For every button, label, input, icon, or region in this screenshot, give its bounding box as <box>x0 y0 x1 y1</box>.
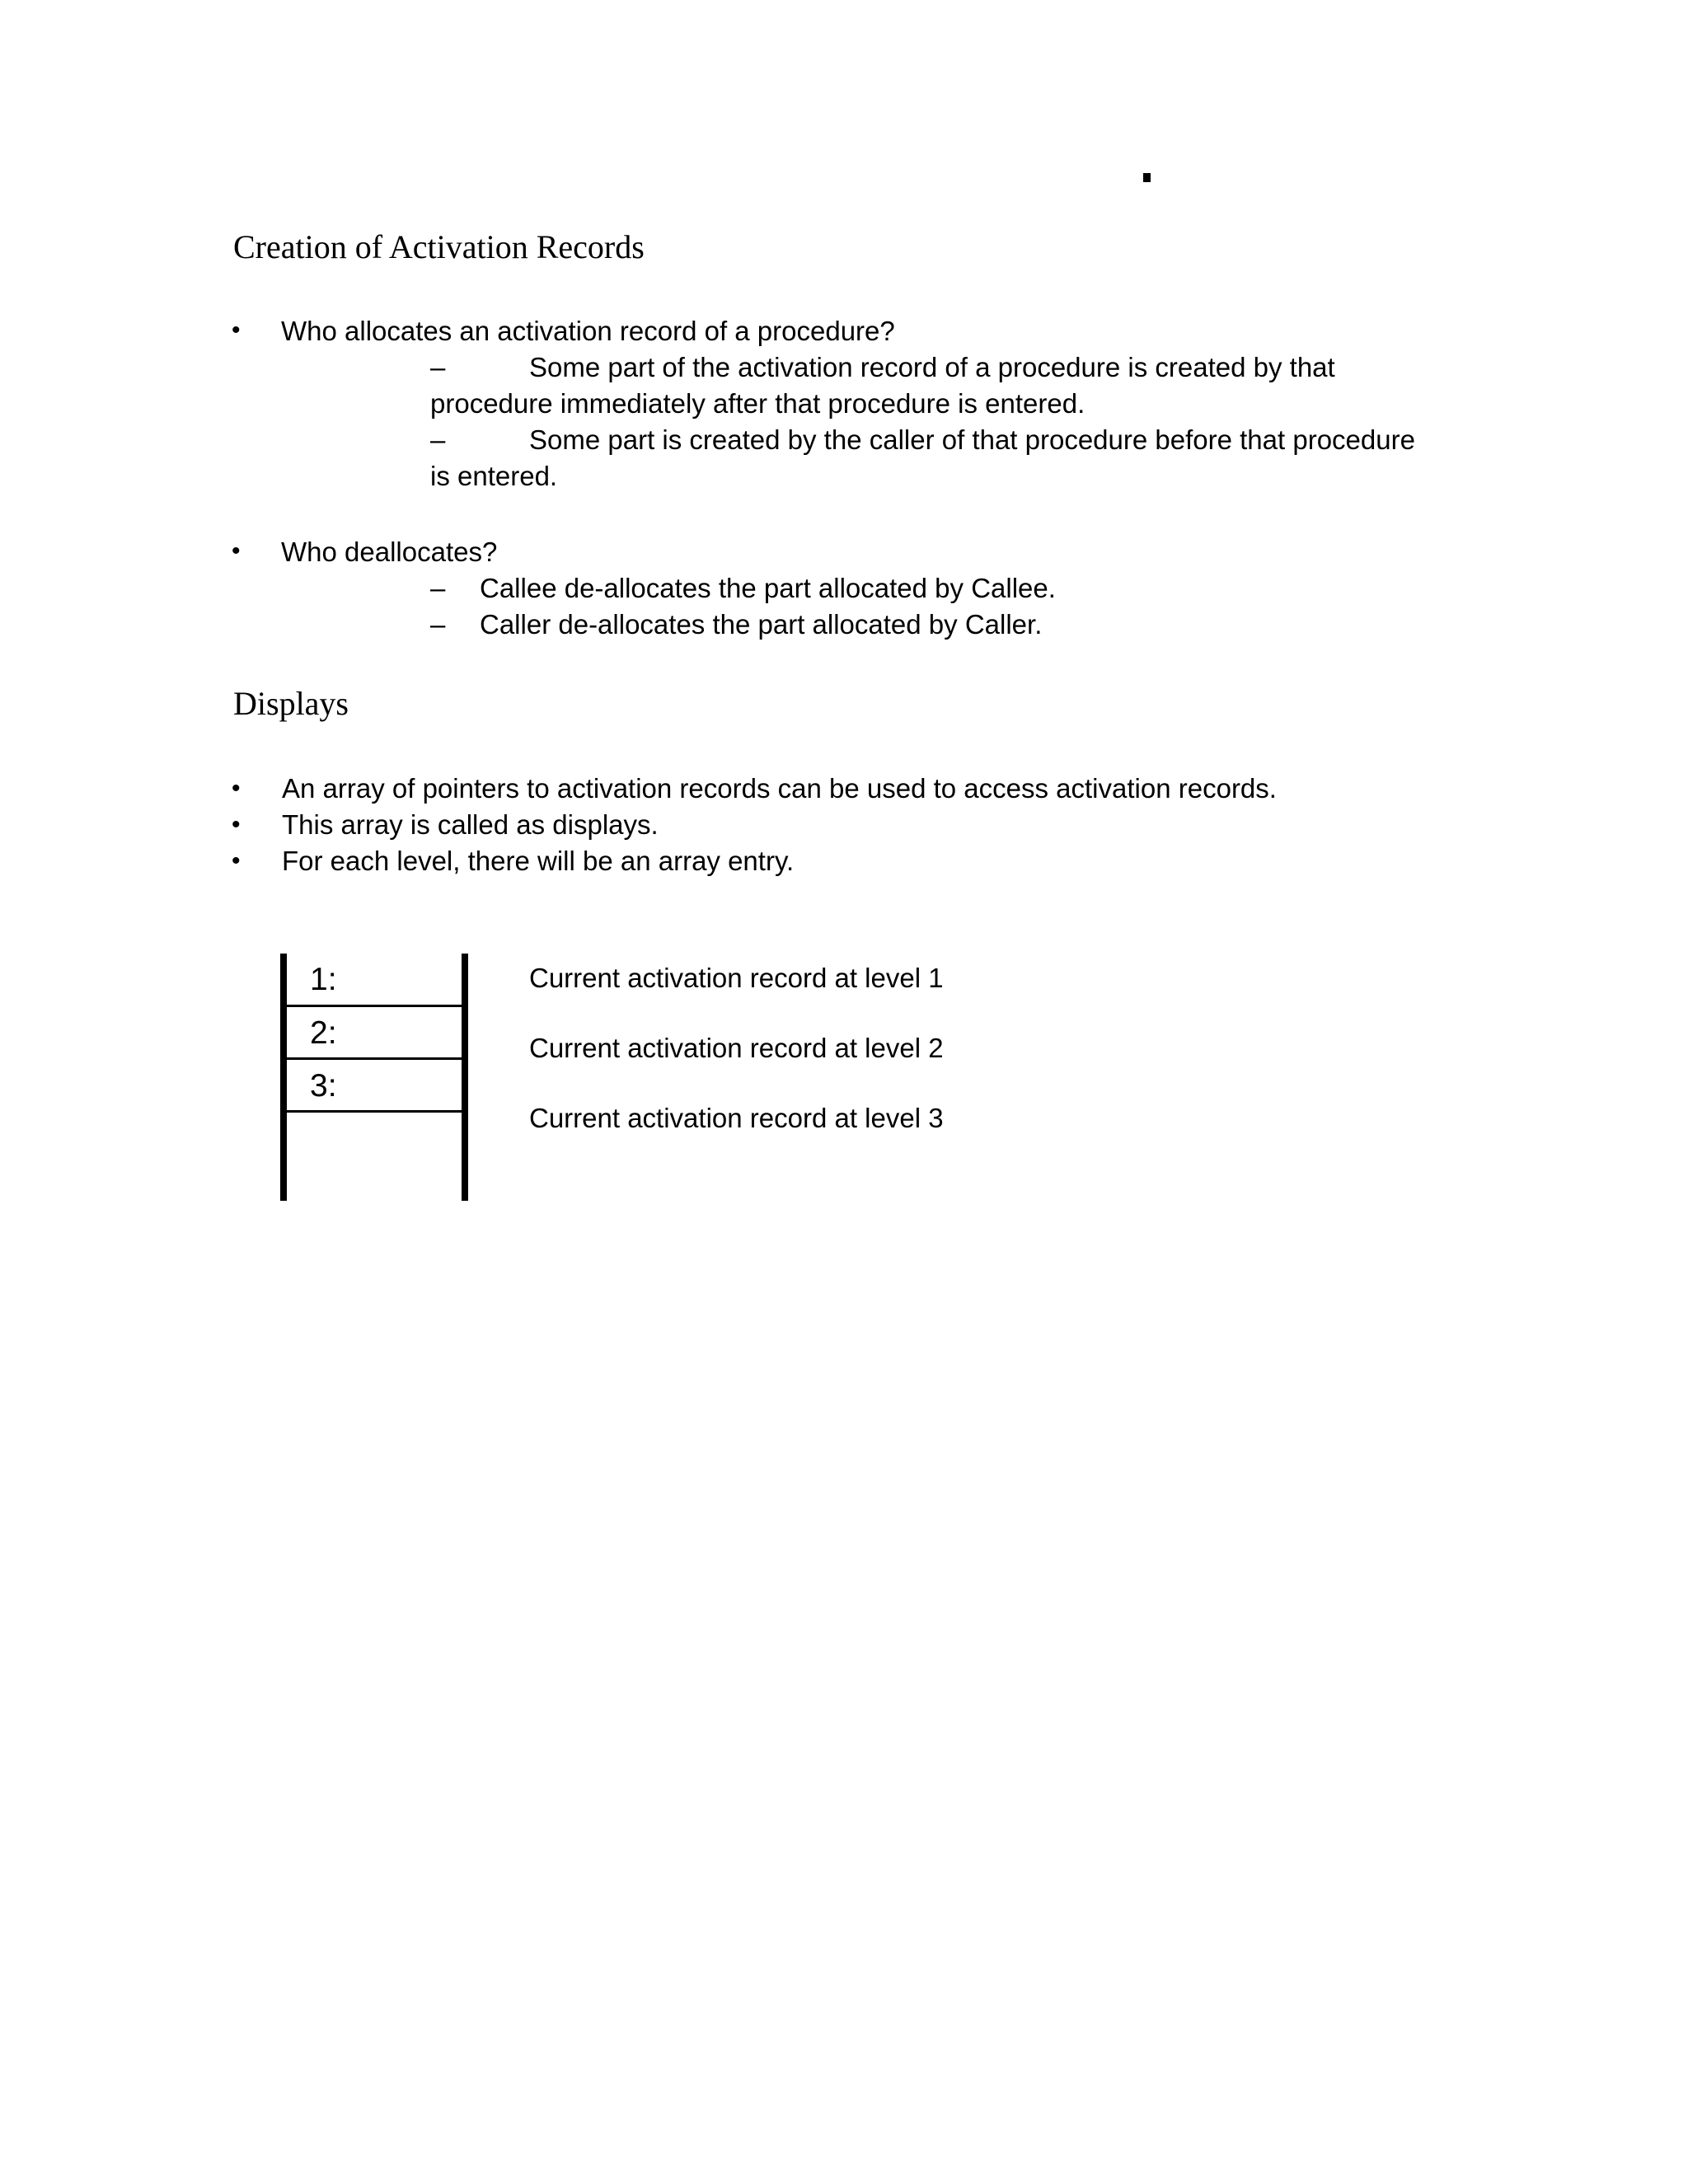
bullet-array-entry: For each level, there will be an array entry. <box>282 846 795 876</box>
slot-label-level-2: 2: <box>310 1015 337 1051</box>
array-right-border <box>462 954 468 1201</box>
subitem-caller-deallocates: Caller de-allocates the part allocated by Caller. <box>480 609 1043 640</box>
subitem-callee-part-line2: procedure immediately after that procedure is entered. <box>430 388 1085 419</box>
bullet-marker: • <box>232 847 241 874</box>
bullet-marker: • <box>232 316 241 344</box>
bullet-called-displays: This array is called as displays. <box>282 809 659 840</box>
section-heading-activation-records: Creation of Activation Records <box>233 228 645 265</box>
slot-description-level-3: Current activation record at level 3 <box>529 1103 944 1133</box>
bullet-who-deallocates: Who deallocates? <box>281 537 498 567</box>
bullet-marker: • <box>232 775 241 802</box>
slot-divider <box>284 1057 465 1060</box>
slot-description-level-2: Current activation record at level 2 <box>529 1033 944 1063</box>
dash-marker: – <box>430 352 446 382</box>
subitem-callee-part-line1: Some part of the activation record of a procedure is created by that <box>529 352 1335 382</box>
dash-marker: – <box>430 424 446 455</box>
bullet-marker: • <box>232 537 241 565</box>
corner-mark <box>1143 173 1151 182</box>
subitem-callee-deallocates: Callee de-allocates the part allocated by Callee. <box>480 573 1056 603</box>
slot-divider <box>284 1110 465 1113</box>
slot-label-level-3: 3: <box>310 1068 337 1104</box>
slot-label-level-1: 1: <box>310 962 337 997</box>
section-heading-displays: Displays <box>233 685 349 722</box>
dash-marker: – <box>430 573 446 603</box>
subitem-caller-part-line1: Some part is created by the caller of that procedure before that procedure <box>529 424 1415 455</box>
slot-description-level-1: Current activation record at level 1 <box>529 963 944 993</box>
dash-marker: – <box>430 609 446 640</box>
slot-divider <box>284 1005 465 1007</box>
bullet-who-allocates: Who allocates an activation record of a procedure? <box>281 316 895 346</box>
subitem-caller-part-line2: is entered. <box>430 461 558 491</box>
bullet-marker: • <box>232 811 241 838</box>
array-left-border <box>280 954 287 1201</box>
bullet-array-of-pointers: An array of pointers to activation records can be used to access activation records. <box>282 773 1277 804</box>
